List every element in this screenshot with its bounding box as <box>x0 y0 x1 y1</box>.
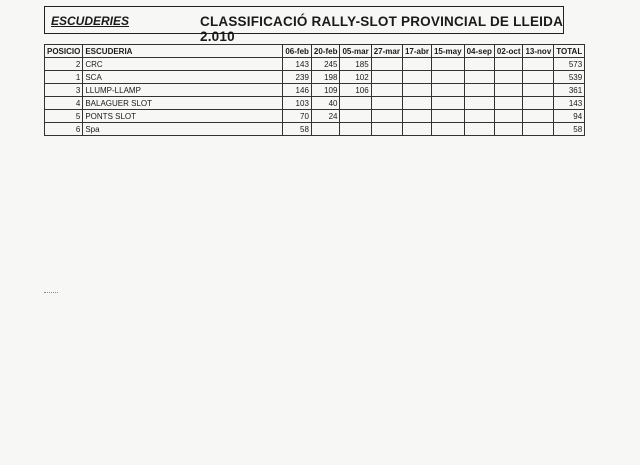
score-cell: 58 <box>283 123 312 136</box>
score-cell <box>464 58 494 71</box>
score-cell <box>340 110 371 123</box>
score-cell <box>371 97 402 110</box>
score-cell: 70 <box>283 110 312 123</box>
score-cell <box>311 123 340 136</box>
position-cell: 5 <box>45 110 83 123</box>
score-cell <box>464 71 494 84</box>
score-cell <box>402 71 431 84</box>
team-name-cell: SCA <box>83 71 283 84</box>
table-row <box>45 123 585 136</box>
column-header: TOTAL <box>554 45 585 58</box>
document-header <box>44 6 564 44</box>
document-title: CLASSIFICACIÓ RALLY-SLOT PROVINCIAL DE LLEIDA 2.010 <box>200 14 563 44</box>
score-cell: 198 <box>311 71 340 84</box>
score-cell: 146 <box>283 84 312 97</box>
table-row <box>45 110 585 123</box>
score-cell: 185 <box>340 58 371 71</box>
score-cell <box>523 58 554 71</box>
position-cell: 6 <box>45 123 83 136</box>
column-header: 20-feb <box>311 45 340 58</box>
score-cell: 40 <box>311 97 340 110</box>
score-cell <box>431 71 464 84</box>
column-header: 15-may <box>431 45 464 58</box>
column-header: ESCUDERIA <box>83 45 283 58</box>
score-cell <box>494 84 523 97</box>
column-header: 05-mar <box>340 45 371 58</box>
team-name-cell: PONTS SLOT <box>83 110 283 123</box>
score-cell <box>464 84 494 97</box>
score-cell <box>340 123 371 136</box>
position-cell: 1 <box>45 71 83 84</box>
score-cell <box>402 84 431 97</box>
score-cell <box>523 84 554 97</box>
score-cell <box>494 123 523 136</box>
total-cell: 58 <box>554 123 585 136</box>
score-cell <box>371 123 402 136</box>
score-cell <box>523 71 554 84</box>
score-cell <box>340 97 371 110</box>
position-cell: 4 <box>45 97 83 110</box>
column-header: 27-mar <box>371 45 402 58</box>
score-cell <box>494 71 523 84</box>
score-cell <box>464 97 494 110</box>
position-cell: 3 <box>45 84 83 97</box>
score-cell <box>371 110 402 123</box>
score-cell <box>371 71 402 84</box>
score-cell <box>464 110 494 123</box>
score-cell <box>431 123 464 136</box>
score-cell <box>523 110 554 123</box>
table-header-row <box>45 45 585 58</box>
table-row <box>45 97 585 110</box>
total-cell: 143 <box>554 97 585 110</box>
score-cell <box>431 58 464 71</box>
score-cell: 143 <box>283 58 312 71</box>
score-cell <box>371 84 402 97</box>
column-header: 13-nov <box>523 45 554 58</box>
column-header: 06-feb <box>283 45 312 58</box>
total-cell: 94 <box>554 110 585 123</box>
table-row <box>45 71 585 84</box>
score-cell <box>402 97 431 110</box>
total-cell: 539 <box>554 71 585 84</box>
column-header: 17-abr <box>402 45 431 58</box>
standings-table <box>44 44 585 136</box>
team-name-cell: Spa <box>83 123 283 136</box>
stray-mark <box>44 292 58 295</box>
score-cell <box>431 97 464 110</box>
score-cell: 103 <box>283 97 312 110</box>
score-cell <box>494 58 523 71</box>
section-title: ESCUDERIES <box>51 14 130 28</box>
score-cell <box>371 58 402 71</box>
total-cell: 573 <box>554 58 585 71</box>
table-row <box>45 84 585 97</box>
team-name-cell: CRC <box>83 58 283 71</box>
score-cell: 245 <box>311 58 340 71</box>
team-name-cell: BALAGUER SLOT <box>83 97 283 110</box>
total-cell: 361 <box>554 84 585 97</box>
score-cell <box>431 110 464 123</box>
score-cell <box>464 123 494 136</box>
score-cell <box>402 110 431 123</box>
position-cell: 2 <box>45 58 83 71</box>
score-cell <box>402 58 431 71</box>
score-cell <box>494 97 523 110</box>
column-header: POSICIO <box>45 45 83 58</box>
score-cell <box>431 84 464 97</box>
table-row <box>45 58 585 71</box>
score-cell <box>523 97 554 110</box>
score-cell: 102 <box>340 71 371 84</box>
score-cell <box>494 110 523 123</box>
score-cell <box>402 123 431 136</box>
score-cell <box>523 123 554 136</box>
score-cell: 109 <box>311 84 340 97</box>
score-cell: 239 <box>283 71 312 84</box>
team-name-cell: LLUMP-LLAMP <box>83 84 283 97</box>
score-cell: 106 <box>340 84 371 97</box>
column-header: 02-oct <box>494 45 523 58</box>
column-header: 04-sep <box>464 45 494 58</box>
score-cell: 24 <box>311 110 340 123</box>
